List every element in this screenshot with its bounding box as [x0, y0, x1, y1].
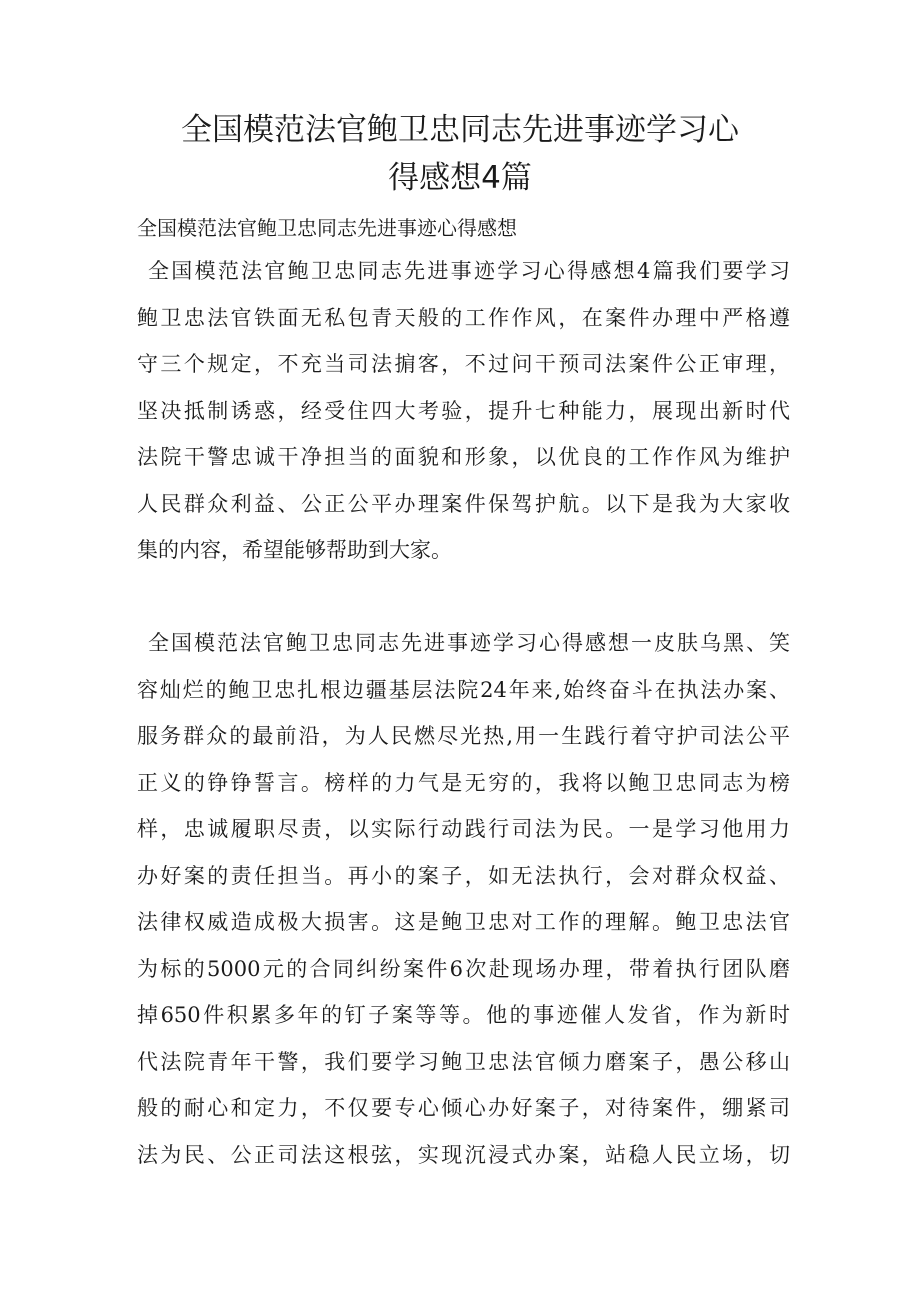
paragraph-line: 鲍卫忠法官铁面无私包青天般的工作作风，在案件办理中严格遵 [137, 305, 790, 330]
paragraph-line: 正义的铮铮誓言。榜样的力气是无穷的，我将以鲍卫忠同志为榜 [137, 770, 790, 795]
paragraph-line: 全国模范法官鲍卫忠同志先进事迹学习心得感想一皮肤乌黑、笑 [148, 631, 790, 655]
paragraph-line: 守三个规定，不充当司法掮客，不过问干预司法案件公正审理， [137, 352, 790, 376]
paragraph-line: 集的内容，希望能够帮助到大家。 [137, 538, 452, 562]
paragraph-intro [137, 248, 790, 574]
paragraph-line: 代法院青年干警，我们要学习鲍卫忠法官倾力磨案子，愚公移山 [137, 1049, 790, 1074]
paragraph-line: 全国模范法官鲍卫忠同志先进事迹学习心得感想4篇我们要学习 [148, 259, 790, 283]
document-title [0, 106, 920, 202]
paragraph-line: 容灿烂的鲍卫忠扎根边疆基层法院24年来,始终奋斗在执法办案、 [137, 677, 790, 702]
paragraph-line: 人民群众利益、公正公平办理案件保驾护航。以下是我为大家收 [137, 491, 790, 516]
paragraph-line: 服务群众的最前沿，为人民燃尽光热,用一生践行着守护司法公平 [137, 724, 790, 748]
paragraph-line: 法院干警忠诚干净担当的面貌和形象，以优良的工作作风为维护 [137, 445, 790, 469]
paragraph-line: 样，忠诚履职尽责，以实际行动践行司法为民。一是学习他用力 [137, 817, 790, 841]
title-line-2: 得感想4篇 [388, 160, 532, 196]
paragraph-line: 为标的5000元的合同纠纷案件6次赴现场办理，带着执行团队磨 [137, 956, 790, 981]
paragraph-line: 坚决抵制诱惑，经受住四大考验，提升七种能力，展现出新时代 [137, 398, 790, 423]
paragraph-line: 法律权威造成极大损害。这是鲍卫忠对工作的理解。鲍卫忠法官 [137, 910, 790, 934]
paragraph-line: 掉650件积累多年的钉子案等等。他的事迹催人发省，作为新时 [137, 1003, 790, 1027]
paragraph-line: 般的耐心和定力，不仅要专心倾心办好案子，对待案件，绷紧司 [137, 1096, 790, 1120]
paragraph-essay-1 [137, 620, 790, 1178]
paragraph-line: 办好案的责任担当。再小的案子，如无法执行，会对群众权益、 [137, 863, 790, 888]
section-heading: 全国模范法官鲍卫忠同志先进事迹心得感想 [137, 216, 517, 240]
paragraph-line: 法为民、公正司法这根弦，实现沉浸式办案，站稳人民立场，切 [137, 1142, 790, 1167]
title-line-1: 全国模范法官鲍卫忠同志先进事迹学习心 [181, 112, 739, 148]
